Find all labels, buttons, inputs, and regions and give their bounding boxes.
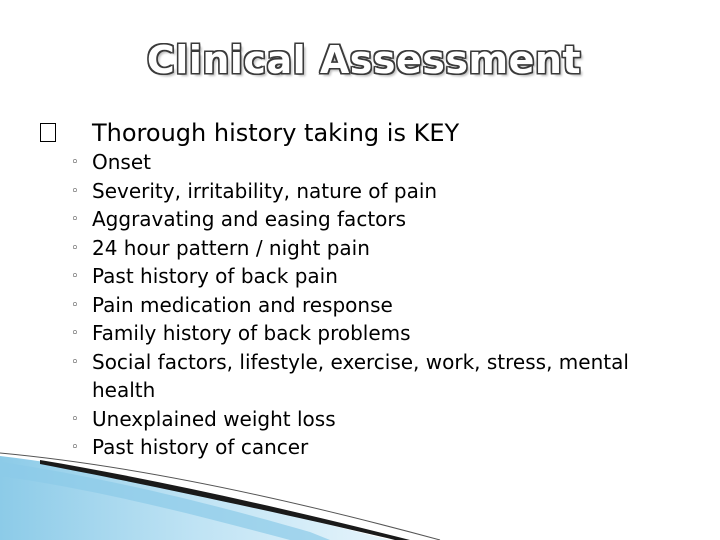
circle-bullet-icon: ◦ (71, 297, 79, 313)
slide-content (40, 118, 680, 462)
circle-bullet-icon: ◦ (71, 212, 79, 227)
circle-bullet-icon: ◦ (71, 440, 79, 455)
circle-bullet-icon: ◦ (71, 155, 79, 170)
circle-bullet-icon: ◦ (71, 326, 79, 341)
wave-light-fill (0, 456, 390, 540)
list-item: ◦ Past history of back pain (40, 262, 680, 291)
main-bullet-text: Thorough history taking is KEY (92, 119, 460, 147)
circle-bullet-icon: ◦ (71, 240, 79, 256)
circle-bullet-icon: ◦ (71, 269, 79, 284)
slide-title: Clinical Assessment (146, 38, 582, 82)
decorative-wave (0, 440, 720, 540)
list-item: ◦ Unexplained weight loss (40, 405, 680, 434)
list-item: ◦ Severity, irritability, nature of pain (40, 177, 680, 206)
main-bullet (40, 118, 680, 148)
list-item: ◦ Family history of back problems (40, 319, 680, 348)
circle-bullet-icon: ◦ (71, 354, 79, 370)
sub-bullet-list (40, 148, 680, 462)
checkbox-bullet-icon (40, 123, 56, 142)
list-item: ◦ 24 hour pattern / night pain (40, 234, 680, 263)
list-item: ◦ Onset (40, 148, 680, 177)
list-item: ◦ Pain medication and response (40, 291, 680, 320)
list-item: ◦ Past history of cancer (40, 433, 680, 462)
circle-bullet-icon: ◦ (71, 411, 79, 427)
circle-bullet-icon: ◦ (71, 183, 79, 199)
list-item: ◦ Aggravating and easing factors (40, 205, 680, 234)
list-item: ◦ Social factors, lifestyle, exercise, work, stress, mental health (71, 349, 629, 402)
